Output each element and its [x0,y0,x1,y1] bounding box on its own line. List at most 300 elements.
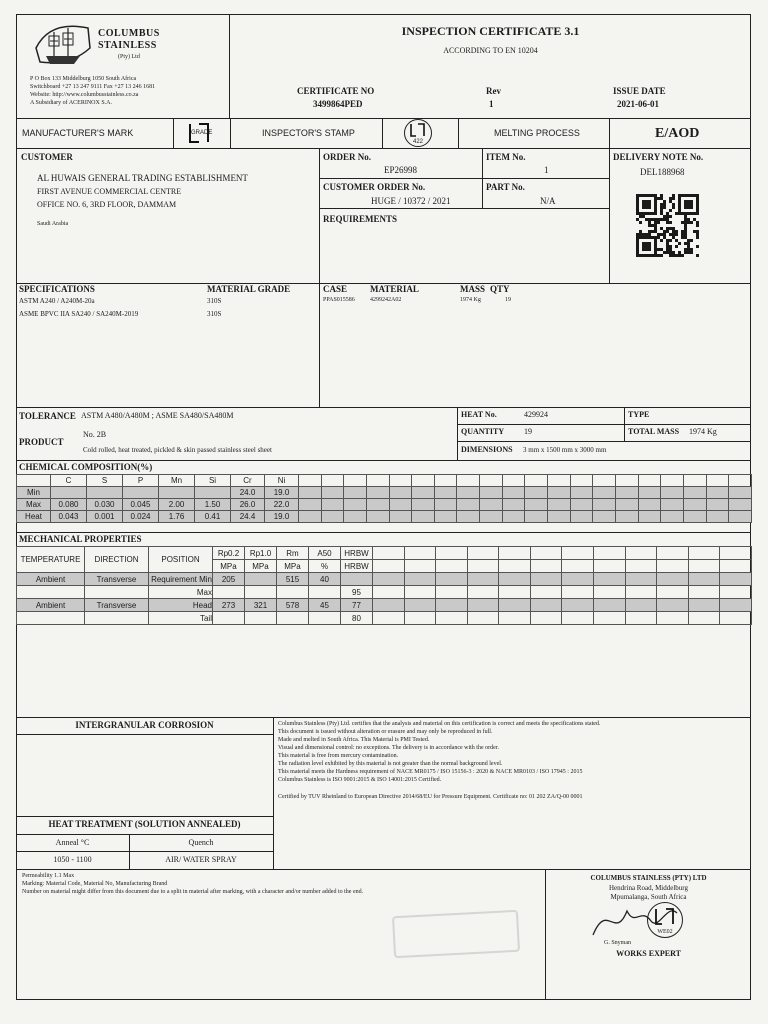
chemical-empty-cell [615,511,638,523]
mechanical-cell: 95 [341,586,373,599]
tolerance-label: TOLERANCE [19,411,76,421]
chemical-empty-cell [480,487,503,499]
mechanical-empty-cell [720,586,752,599]
melting-process: E/AOD [655,126,700,141]
chemical-empty-cell [615,499,638,511]
mechanical-empty-cell [467,586,499,599]
product-label: PRODUCT [19,437,64,447]
chemical-empty-cell [661,487,684,499]
mechanical-empty-cell [467,599,499,612]
chemical-cell: 0.030 [87,499,123,511]
product-finish: No. 2B [83,430,107,439]
marks-row-bottom [16,148,751,149]
anneal-value: 1050 - 1100 [53,855,92,864]
mechanical-cell [277,612,309,625]
mechanical-cell [309,586,341,599]
mechanical-cell: 80 [341,612,373,625]
chemical-empty-cell [457,499,480,511]
mech-header-rp10: Rp1.0 [245,547,277,560]
issue-date: 2021-06-01 [617,99,659,109]
chemical-empty-cell [706,511,729,523]
chemical-empty-cell [480,475,503,487]
case-material-label: MATERIAL [370,284,419,294]
chemical-empty-cell [321,511,344,523]
mechanical-empty-cell [594,586,626,599]
marks-divider-1 [173,118,174,148]
chemical-empty-cell [525,475,548,487]
qr-code [636,194,699,257]
mechanical-empty-cell [373,612,405,625]
chemical-empty-cell [502,475,525,487]
chemical-empty-cell [548,499,571,511]
order-row-mid [319,178,609,179]
customer-order-label: CUSTOMER ORDER No. [323,182,426,192]
mechanical-empty-cell [373,586,405,599]
statement-line-6: The radiation level exhibited by this material is not greater than the normal background level. [278,761,503,767]
chemical-empty-cell [661,499,684,511]
chemical-cell: Max [17,499,51,511]
mechanical-empty-cell [657,573,689,586]
chemical-empty-cell [299,499,322,511]
chemical-empty-cell [706,475,729,487]
dimensions-label: DIMENSIONS [461,445,513,454]
mechanical-empty-cell [720,573,752,586]
mechanical-empty-cell [625,586,657,599]
mechanical-cell [213,612,245,625]
statement-line-5: This material is free from mercury contamination. [278,753,399,759]
chemical-header-cell: C [51,475,87,487]
chemical-empty-cell [434,475,457,487]
chemical-empty-cell [389,487,412,499]
mechanical-cell: Transverse [85,599,149,612]
chemical-empty-cell [502,511,525,523]
chemical-empty-cell [661,475,684,487]
mechanical-empty-cell [688,573,720,586]
chemical-empty-cell [299,475,322,487]
mechanical-empty-cell [562,573,594,586]
chemical-empty-cell [729,511,752,523]
chemical-cell: 0.043 [51,511,87,523]
mechanical-cell: 40 [309,573,341,586]
chemical-cell: 24.4 [231,511,265,523]
mechanical-empty-cell [499,573,531,586]
heat-no: 429924 [524,410,548,419]
heat-treatment-title: HEAT TREATMENT (SOLUTION ANNEALED) [48,819,241,829]
chemical-cell [195,487,231,499]
heat-treatment-header-underline [16,851,273,852]
footer-row-top [16,869,751,870]
chemical-empty-cell [412,511,435,523]
chemical-empty-cell [525,499,548,511]
mechanical-empty-cell [594,599,626,612]
mechanical-empty-cell [530,573,562,586]
certificate-title: INSPECTION CERTIFICATE 3.1 [401,24,580,38]
mechanical-empty-cell [688,586,720,599]
case-qty-label: QTY [490,284,510,294]
mechanical-row [17,612,752,625]
chemical-empty-cell [593,511,616,523]
mechanical-empty-cell [436,573,468,586]
tolerance-row-top [16,407,751,408]
mechanical-empty-cell [436,599,468,612]
chemical-empty-cell [299,511,322,523]
case-number: PPAS015586 [323,297,355,303]
company-logo [30,18,96,70]
footer-role: WORKS EXPERT [616,949,681,958]
order-no-label: ORDER No. [323,152,372,162]
product-divider [457,407,458,460]
seal-text: WE02 [657,929,673,935]
chemical-empty-cell [480,511,503,523]
chemical-cell: 19.0 [265,511,299,523]
mechanical-empty-cell [499,612,531,625]
mechanical-cell: Max [149,586,213,599]
chemical-empty-cell [434,511,457,523]
chemical-empty-cell [412,475,435,487]
case-material: 4299242A02 [370,297,402,303]
footer-note-3: Number on material might differ from this document due to a split in material after marking, with a character and/or number added to the end. [22,889,364,895]
chemical-cell: 22.0 [265,499,299,511]
chemical-empty-cell [344,511,367,523]
mechanical-empty-cell [436,612,468,625]
chemical-empty-cell [593,499,616,511]
mechanical-cell [245,586,277,599]
chemical-empty-cell [548,511,571,523]
mechanical-empty-cell [688,612,720,625]
total-mass-label: TOTAL MASS [628,427,680,436]
product-description: Cold rolled, heat treated, pickled & skin passed stainless steel sheet [83,446,272,454]
mechanical-cell: Requirement Min [149,573,213,586]
signatory-name: G. Snyman [604,940,631,946]
mech-header-rp02-unit: MPa [213,560,245,573]
chemical-row [17,511,752,523]
heat-treatment-row-top [16,816,273,817]
item-no-label: ITEM No. [486,152,526,162]
chemical-empty-cell [389,475,412,487]
spec-grade-2: 310S [207,310,222,318]
statement-line-8: Columbus Stainless is ISO 9001:2015 & ISO 14001:2015 Certified. [278,777,442,783]
intergranular-title-underline [16,734,273,735]
chemical-empty-cell [434,499,457,511]
mechanical-cell [85,612,149,625]
chemical-empty-cell [344,487,367,499]
company-address-line2: Switchboard +27 13 247 9111 Fax +27 13 246 1681 [30,84,156,90]
anneal-label: Anneal °C [55,838,90,847]
chemical-cell: 1.76 [159,511,195,523]
chemical-empty-cell [502,487,525,499]
statement-line-2: This document is issued without alteration or erasure and may only be reproduced in full. [278,729,493,735]
chemical-empty-cell [661,511,684,523]
mechanical-cell [17,612,85,625]
chemical-empty-cell [615,475,638,487]
mech-header-hrbw-unit: HRBW [341,560,373,573]
mech-header-temperature: TEMPERATURE [17,547,85,573]
dimensions-value: 3 mm x 1500 mm x 3000 mm [523,446,607,454]
chemical-empty-cell [457,511,480,523]
chemical-empty-cell [683,511,706,523]
mechanical-cell [245,612,277,625]
quantity-row-bottom [457,441,751,442]
mechanical-empty-cell [657,599,689,612]
chemical-empty-cell [525,511,548,523]
statement-tuv: Certified by TUV Rheinland to European Directive 2014/68/EU for Pressure Equipment. Certificate no: 01 202 ZA/Q-00 0001 [278,794,583,800]
mechanical-empty-cell [530,599,562,612]
mech-header-rm-unit: MPa [277,560,309,573]
chemical-empty-cell [366,499,389,511]
mechanical-cell: Ambient [17,599,85,612]
mech-header-direction: DIRECTION [85,547,149,573]
mechanical-cell: Transverse [85,573,149,586]
mechanical-empty-cell [467,573,499,586]
chemical-empty-cell [321,475,344,487]
chemical-cell: 0.41 [195,511,231,523]
mechanical-cell [309,612,341,625]
statement-line-1: Columbus Stainless (Pty) Ltd. certifies that the analysis and material on this certification is correct and meets the specifications stated. [278,721,601,727]
intergranular-title: INTERGRANULAR CORROSION [75,720,214,730]
mech-header-rp10-unit: MPa [245,560,277,573]
customer-label: CUSTOMER [21,152,73,162]
order-row-bottom [319,208,609,209]
marks-divider-3 [382,118,383,148]
chemical-empty-cell [638,475,661,487]
mechanical-cell: 205 [213,573,245,586]
footer-note-2: Marking: Material Code, Material No, Manufacturing Brand [22,881,168,887]
mechanical-cell [85,586,149,599]
footer-company: COLUMBUS STAINLESS (PTY) LTD [590,874,707,882]
mechanical-cell: 321 [245,599,277,612]
chemical-empty-cell [593,487,616,499]
company-address-line1: P O Box 133 Middelburg 1050 South Africa [30,76,137,82]
material-grade-label: MATERIAL GRADE [207,284,291,294]
chemical-cell: 0.024 [123,511,159,523]
mechanical-table [16,546,752,625]
chemical-cell: 26.0 [231,499,265,511]
mechanical-empty-cell [594,573,626,586]
manufacturers-mark-label: MANUFACTURER'S MARK [22,128,134,138]
mech-header-hrbw: HRBW [341,547,373,560]
chemical-row [17,487,752,499]
chemical-empty-cell [480,499,503,511]
mechanical-empty-cell [373,599,405,612]
mechanical-row-top [16,532,751,533]
chemical-empty-cell [593,475,616,487]
case-mass-label: MASS [460,284,486,294]
customer-address-line2: OFFICE NO. 6, 3RD FLOOR, DAMMAM [37,200,177,209]
mech-header-rp02: Rp0.2 [213,547,245,560]
quantity-label: QUANTITY [461,427,505,436]
chemical-cell: Heat [17,511,51,523]
mechanical-cell [17,586,85,599]
chemical-empty-cell [412,499,435,511]
case-qty: 19 [505,297,511,303]
customer-divider [319,148,320,283]
chemical-header-cell: Cr [231,475,265,487]
mechanical-empty-cell [530,612,562,625]
delivery-note-label: DELIVERY NOTE No. [613,152,704,162]
chemical-empty-cell [366,511,389,523]
mechanical-cell: 77 [341,599,373,612]
requirements-label: REQUIREMENTS [323,214,398,224]
chemical-empty-cell [638,487,661,499]
chemical-cell [51,487,87,499]
chemical-header-cell: Si [195,475,231,487]
chemical-empty-cell [570,475,593,487]
chemical-cell: 24.0 [231,487,265,499]
item-no: 1 [544,165,549,175]
mechanical-empty-cell [562,586,594,599]
mechanical-empty-cell [625,599,657,612]
chemical-empty-cell [615,487,638,499]
chemical-empty-cell [570,511,593,523]
mechanical-row [17,573,752,586]
marks-row-top [16,118,751,119]
mechanical-empty-cell [625,573,657,586]
product-row-bottom [16,460,751,461]
mechanical-empty-cell [562,612,594,625]
company-address-line3: Website: http://www.columbusstainless.co.za [30,92,139,98]
chemical-header-cell: S [87,475,123,487]
mechanical-cell [277,586,309,599]
chemical-cell: 0.080 [51,499,87,511]
mechanical-cell: 515 [277,573,309,586]
chemical-empty-cell [729,475,752,487]
customer-country: Saudi Arabia [37,221,69,227]
mechanical-empty-cell [625,612,657,625]
delivery-note: DEL188968 [640,167,685,177]
mech-header-a50-unit: % [309,560,341,573]
mechanical-cell: 578 [277,599,309,612]
grade-label: GRADE [191,130,213,136]
company-name-line2: STAINLESS [98,40,157,51]
chemical-empty-cell [412,487,435,499]
chemical-empty-cell [570,487,593,499]
specifications-label: SPECIFICATIONS [19,284,95,294]
case-mass: 1974 Kg [460,297,481,303]
mech-header-rm: Rm [277,547,309,560]
quantity-value: 19 [524,427,532,436]
order-no: EP26998 [384,165,418,175]
mechanical-cell: Ambient [17,573,85,586]
certificate-no: 3499864PED [313,99,363,109]
mechanical-empty-cell [720,612,752,625]
chemical-empty-cell [457,487,480,499]
chemical-empty-cell [638,511,661,523]
chemical-empty-cell [683,499,706,511]
issue-date-label: ISSUE DATE [613,86,666,96]
mechanical-cell [245,573,277,586]
spec-grade-1: 310S [207,297,222,305]
heat-no-label: HEAT No. [461,410,497,419]
customer-name: AL HUWAIS GENERAL TRADING ESTABLISHMENT [37,173,248,183]
chemical-empty-cell [706,499,729,511]
chemical-cell: 2.00 [159,499,195,511]
case-label: CASE [323,284,348,294]
chemical-empty-cell [683,475,706,487]
tolerance-value: ASTM A480/A480M ; ASME SA480/SA480M [81,411,234,420]
mechanical-empty-cell [499,599,531,612]
delivery-divider [609,148,610,283]
chemical-empty-cell [389,499,412,511]
certificate-subtitle: ACCORDING TO EN 10204 [443,46,538,55]
rev-label: Rev [486,86,501,96]
chemical-empty-cell [548,475,571,487]
footer-address-1: Hendrina Road, Middelburg [609,884,688,892]
statement-line-4: Visual and dimensional control: no exceptions. The delivery is in accordance with the order. [278,745,499,751]
total-mass: 1974 Kg [689,427,717,436]
chemical-cell: 1.50 [195,499,231,511]
chemical-empty-cell [344,475,367,487]
statement-line-3: Made and melted in South Africa. This Material is PMI Tested. [278,737,430,743]
inspectors-stamp-label: INSPECTOR'S STAMP [262,128,355,138]
certificate-no-label: CERTIFICATE NO [297,86,375,96]
chemical-empty-cell [729,487,752,499]
chemical-empty-cell [299,487,322,499]
mechanical-empty-cell [404,612,436,625]
chemical-empty-cell [638,499,661,511]
mechanical-empty-cell [530,586,562,599]
chemical-empty-cell [366,487,389,499]
statement-divider [273,717,274,869]
chemical-cell: 0.001 [87,511,123,523]
mechanical-empty-cell [657,612,689,625]
chemical-empty-cell [706,487,729,499]
chemical-cell: 19.0 [265,487,299,499]
chemical-table [16,474,752,523]
mechanical-empty-cell [657,586,689,599]
type-label: TYPE [628,410,650,419]
mech-header-a50: A50 [309,547,341,560]
heat-row-bottom [457,424,751,425]
mechanical-cell: Head [149,599,213,612]
melting-process-label: MELTING PROCESS [494,128,580,138]
mechanical-empty-cell [467,612,499,625]
mechanical-empty-cell [720,599,752,612]
mechanical-cell: 45 [309,599,341,612]
chemical-cell: 0.045 [123,499,159,511]
chemical-empty-cell [683,487,706,499]
chemical-header-cell: Mn [159,475,195,487]
mechanical-cell: Tail [149,612,213,625]
part-no-label: PART No. [486,182,525,192]
mech-header-position: POSITION [149,547,213,573]
footer-address-2: Mpumalanga, South Africa [610,893,687,901]
chemical-title: CHEMICAL COMPOSITION(%) [19,462,153,472]
mechanical-cell [341,573,373,586]
statement-line-7: This material meets the Hardness requirement of NACE MR0175 / ISO 15156-3 : 2020 & NACE MR0103 / ISO 17945 : 2015 [278,769,583,775]
quench-label: Quench [188,838,214,847]
mechanical-empty-cell [436,586,468,599]
footer-note-1: Permeability 1.1 Max [22,873,75,879]
heat-treatment-title-underline [16,834,273,835]
mechanical-empty-cell [499,586,531,599]
company-name-line1: COLUMBUS [98,28,160,39]
mechanical-empty-cell [404,573,436,586]
chemical-empty-cell [570,499,593,511]
chemical-empty-cell [434,487,457,499]
mechanical-empty-cell [688,599,720,612]
stamp-number: 422 [412,139,423,145]
chemical-header-cell: Ni [265,475,299,487]
intergranular-row-top [16,717,751,718]
chemical-empty-cell [548,487,571,499]
marks-divider-4 [458,118,459,148]
chemical-cell [123,487,159,499]
mechanical-title: MECHANICAL PROPERTIES [19,534,142,544]
customer-address-line1: FIRST AVENUE COMMERCIAL CENTRE [37,187,182,196]
spec-row-1: ASTM A240 / A240M-20a [19,297,95,305]
mechanical-cell: 273 [213,599,245,612]
chemical-empty-cell [321,487,344,499]
